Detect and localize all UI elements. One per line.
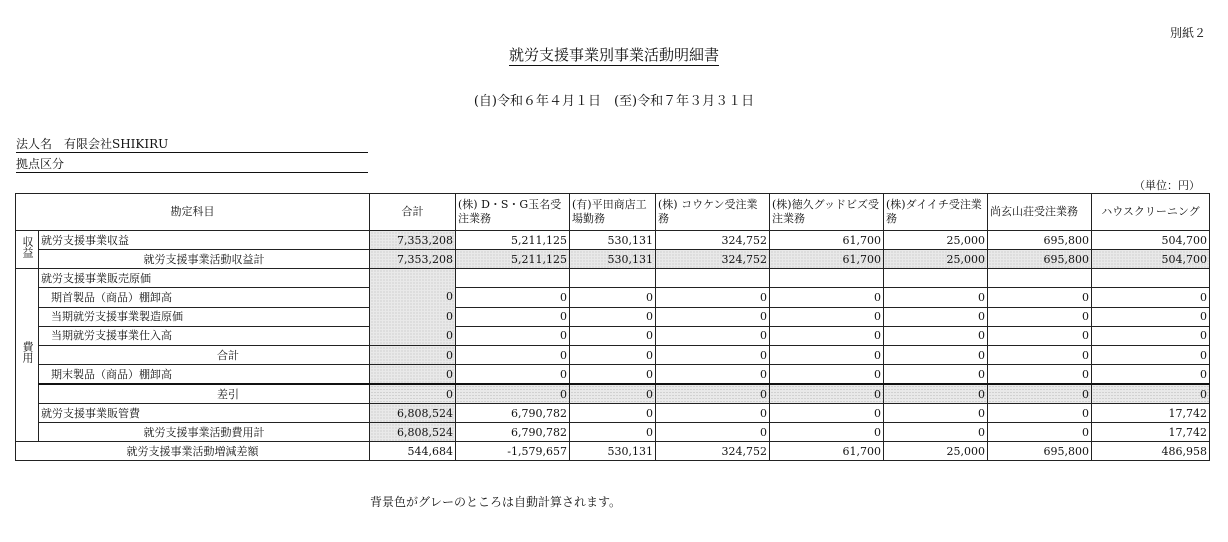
cell xyxy=(656,269,770,288)
cell xyxy=(770,269,884,288)
cell xyxy=(884,269,988,288)
header-col: (株) コウケン受注業務 xyxy=(656,194,770,231)
row-label: 就労支援事業活動費用計 xyxy=(39,423,370,442)
cell[interactable]: 0 xyxy=(456,307,570,326)
footnote: 背景色がグレーのところは自動計算されます。 xyxy=(370,495,622,509)
row-label: 就労支援事業収益 xyxy=(39,231,370,250)
cell[interactable]: 0 xyxy=(656,365,770,385)
cell[interactable]: 0 xyxy=(884,326,988,345)
row-label: 当期就労支援事業製造原価 xyxy=(39,307,370,326)
header-col: (有)平田商店工場勤務 xyxy=(570,194,656,231)
cell: 324,752 xyxy=(656,442,770,461)
cell[interactable]: 0 xyxy=(570,365,656,385)
cell[interactable]: 0 xyxy=(656,307,770,326)
cell[interactable]: 0 xyxy=(770,326,884,345)
cell-total: 0 xyxy=(370,365,456,385)
cell: 486,958 xyxy=(1092,442,1210,461)
title-text: 就労支援事業別事業活動明細書 xyxy=(508,46,719,64)
cell-total-group xyxy=(370,269,456,346)
table-row xyxy=(16,307,1210,326)
table-row xyxy=(16,442,1210,461)
cell xyxy=(570,269,656,288)
cell-total: 0 xyxy=(370,384,456,404)
cell[interactable]: 0 xyxy=(456,288,570,307)
statement-table xyxy=(15,193,1210,461)
row-label: 就労支援事業活動増減差額 xyxy=(16,442,370,461)
header-col: (株)徳久グッドビズ受注業務 xyxy=(770,194,884,231)
table-row xyxy=(16,346,1210,365)
header-col: 合計 xyxy=(370,194,456,231)
cell[interactable]: 0 xyxy=(770,365,884,385)
cell: 0 xyxy=(456,384,570,404)
cell[interactable]: 0 xyxy=(988,365,1092,385)
header-row xyxy=(16,194,1210,231)
group-label: 費用 xyxy=(21,341,34,363)
cell[interactable]: 0 xyxy=(570,404,656,423)
cell[interactable]: 0 xyxy=(656,326,770,345)
group-expense xyxy=(16,269,39,442)
cell[interactable]: 0 xyxy=(988,307,1092,326)
table-row xyxy=(16,326,1210,345)
cell: 0 xyxy=(1092,384,1210,404)
table-row xyxy=(16,288,1210,307)
cell: 0 xyxy=(988,384,1092,404)
cell[interactable]: 0 xyxy=(1092,307,1210,326)
cell[interactable]: 0 xyxy=(988,404,1092,423)
cell[interactable]: 61,700 xyxy=(770,231,884,250)
unit-label: （単位：円） xyxy=(1134,179,1200,192)
cell[interactable]: 324,752 xyxy=(656,231,770,250)
cell-total: 6,808,524 xyxy=(370,404,456,423)
table-row xyxy=(16,231,1210,250)
cell: 61,700 xyxy=(770,442,884,461)
cell-total: 0 xyxy=(446,310,453,323)
cell: 530,131 xyxy=(570,442,656,461)
cell xyxy=(1092,269,1210,288)
cell: 695,800 xyxy=(988,442,1092,461)
cell[interactable]: 530,131 xyxy=(570,231,656,250)
cell: 61,700 xyxy=(770,250,884,269)
cell[interactable]: 0 xyxy=(884,288,988,307)
cell[interactable]: 0 xyxy=(570,288,656,307)
row-label: 就労支援事業活動収益計 xyxy=(39,250,370,269)
cell[interactable]: 0 xyxy=(988,326,1092,345)
cell: 0 xyxy=(884,346,988,365)
cell: 0 xyxy=(770,346,884,365)
cell: 0 xyxy=(570,423,656,442)
cell-total: 0 xyxy=(446,329,453,342)
cell[interactable]: 0 xyxy=(884,404,988,423)
cell: 0 xyxy=(988,423,1092,442)
cell: 0 xyxy=(884,384,988,404)
cell-total: 7,353,208 xyxy=(370,250,456,269)
cell[interactable]: 0 xyxy=(884,307,988,326)
row-label: 合計 xyxy=(39,346,370,365)
group-revenue xyxy=(16,231,39,269)
row-label: 差引 xyxy=(39,384,370,404)
cell: 530,131 xyxy=(570,250,656,269)
base-division: 拠点区分 xyxy=(16,156,368,173)
table-row xyxy=(16,269,1210,288)
cell-total: 544,684 xyxy=(370,442,456,461)
cell[interactable]: 5,211,125 xyxy=(456,231,570,250)
document-title xyxy=(0,44,1228,65)
cell: 0 xyxy=(770,423,884,442)
period-label: (自)令和６年４月１日 (至)令和７年３月３１日 xyxy=(473,94,755,109)
cell: -1,579,657 xyxy=(456,442,570,461)
cell: 0 xyxy=(456,346,570,365)
cell-total: 7,353,208 xyxy=(370,231,456,250)
cell: 0 xyxy=(656,423,770,442)
corporation-name: 法人名 有限会社SHIKIRU xyxy=(16,136,368,153)
cell: 0 xyxy=(1092,346,1210,365)
table-row xyxy=(16,384,1210,404)
cell: 25,000 xyxy=(884,250,988,269)
cell-total: 0 xyxy=(446,290,453,303)
cell-total: 6,808,524 xyxy=(370,423,456,442)
cell[interactable]: 0 xyxy=(656,404,770,423)
cell: 0 xyxy=(656,346,770,365)
cell: 5,211,125 xyxy=(456,250,570,269)
header-col: 尚玄山荘受注業務 xyxy=(988,194,1092,231)
cell: 0 xyxy=(570,384,656,404)
header-col: ハウスクリーニング xyxy=(1092,194,1210,231)
cell[interactable]: 0 xyxy=(656,288,770,307)
cell[interactable]: 6,790,782 xyxy=(456,404,570,423)
cell: 0 xyxy=(570,346,656,365)
header-item: 勘定科目 xyxy=(16,194,370,231)
cell[interactable]: 0 xyxy=(1092,288,1210,307)
cell xyxy=(988,269,1092,288)
cell[interactable]: 0 xyxy=(770,288,884,307)
cell[interactable]: 0 xyxy=(456,326,570,345)
cell: 6,790,782 xyxy=(456,423,570,442)
cell: 0 xyxy=(884,423,988,442)
cell[interactable]: 0 xyxy=(988,288,1092,307)
cell: 17,742 xyxy=(1092,423,1210,442)
cell[interactable]: 0 xyxy=(770,404,884,423)
cell xyxy=(456,269,570,288)
cell[interactable]: 25,000 xyxy=(884,231,988,250)
cell[interactable]: 0 xyxy=(570,307,656,326)
cell: 0 xyxy=(656,384,770,404)
cell[interactable]: 0 xyxy=(770,307,884,326)
row-label: 期首製品（商品）棚卸高 xyxy=(39,288,370,307)
row-label: 就労支援事業販売原価 xyxy=(39,269,370,288)
table-row xyxy=(16,365,1210,385)
table-row xyxy=(16,404,1210,423)
annex-label: 別紙２ xyxy=(1169,26,1206,40)
cell: 0 xyxy=(988,346,1092,365)
cell[interactable]: 17,742 xyxy=(1092,404,1210,423)
cell: 695,800 xyxy=(988,250,1092,269)
header-col: (株) D・S・G玉名受注業務 xyxy=(456,194,570,231)
cell[interactable]: 0 xyxy=(456,365,570,385)
cell[interactable]: 695,800 xyxy=(988,231,1092,250)
cell: 504,700 xyxy=(1092,250,1210,269)
row-label: 期末製品（商品）棚卸高 xyxy=(39,365,370,385)
group-label: 収益 xyxy=(21,235,34,258)
cell[interactable]: 0 xyxy=(1092,365,1210,385)
cell-total: 0 xyxy=(370,346,456,365)
table-row xyxy=(16,423,1210,442)
row-label: 就労支援事業販管費 xyxy=(39,404,370,423)
cell: 0 xyxy=(770,384,884,404)
cell: 25,000 xyxy=(884,442,988,461)
header-col: (株)ダイイチ受注業務 xyxy=(884,194,988,231)
cell: 324,752 xyxy=(656,250,770,269)
cell[interactable]: 0 xyxy=(1092,326,1210,345)
row-label: 当期就労支援事業仕入高 xyxy=(39,326,370,345)
cell[interactable]: 0 xyxy=(570,326,656,345)
cell[interactable]: 504,700 xyxy=(1092,231,1210,250)
cell[interactable]: 0 xyxy=(884,365,988,385)
table-row xyxy=(16,250,1210,269)
